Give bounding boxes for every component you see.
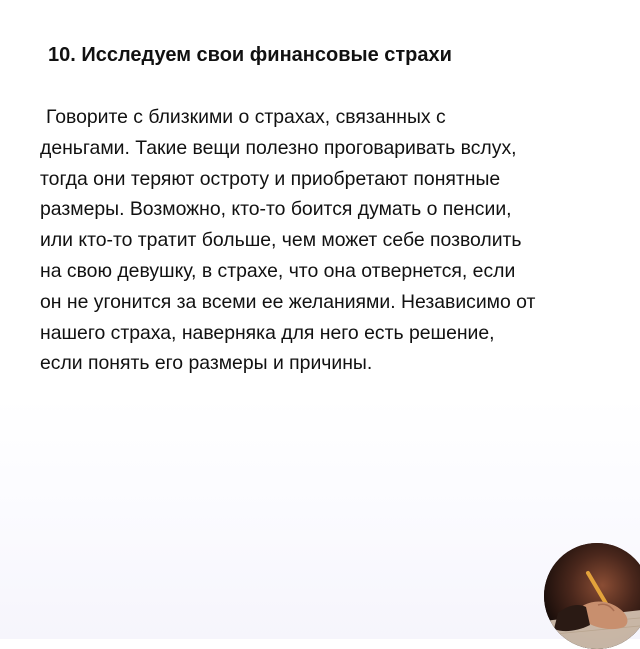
paragraph-line: на свою девушку, в страхе, что она отвернется, если xyxy=(40,259,516,282)
author-avatar xyxy=(544,543,640,649)
paragraph-line: Говорите с близкими о страхах, связанных с xyxy=(46,106,446,128)
paragraph-line: он не угонится за всеми ее желаниями. Независимо от xyxy=(40,290,536,313)
paragraph-line: деньгами. Такие вещи полезно проговаривать вслух, xyxy=(40,136,517,159)
writing-hand-photo-icon xyxy=(544,543,640,649)
paragraph-line: нашего страха, наверняка для него есть решение, xyxy=(40,321,495,344)
paragraph-line: если понять его размеры и причины. xyxy=(40,352,373,375)
paragraph-line: тогда они теряют остроту и приобретают понятные xyxy=(40,167,501,190)
body-paragraph xyxy=(40,102,620,379)
page-title: 10. Исследуем свои финансовые страхи xyxy=(48,44,452,66)
paragraph-line: размеры. Возможно, кто-то боится думать о пенсии, xyxy=(40,198,512,221)
paragraph-line: или кто-то тратит больше, чем может себе позволить xyxy=(40,229,522,252)
